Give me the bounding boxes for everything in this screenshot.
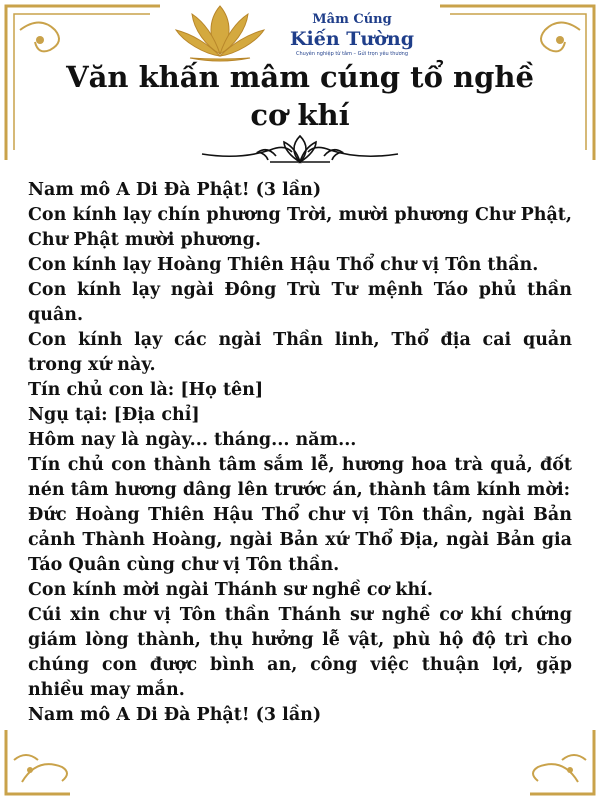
brand-logo — [170, 2, 420, 64]
prayer-line: Hôm nay là ngày... tháng... năm... — [28, 430, 357, 450]
prayer-line: Con kính lạy ngài Đông Trù Tư mệnh Táo phủ thần quân. — [28, 280, 572, 325]
page-title: Văn khấn mâm cúng tổ nghề cơ khí — [66, 60, 534, 132]
prayer-line: Cúi xin chư vị Tôn thần Thánh sư nghề cơ khí chứng giám lòng thành, thụ hưởng lễ vật, phù hộ độ trì cho chúng con được bình an, công việc thuận lợi, gặp nhiều may mắn. — [28, 605, 572, 700]
brand-line-1: Mâm Cúng — [312, 12, 392, 27]
prayer-text — [28, 178, 572, 728]
prayer-line: Nam mô A Di Đà Phật! (3 lần) — [28, 180, 322, 200]
prayer-line: Con kính lạy Hoàng Thiên Hậu Thổ chư vị Tôn thần. — [28, 255, 539, 275]
prayer-line: Con kính mời ngài Thánh sư nghề cơ khí. — [28, 580, 433, 600]
prayer-line: Tín chủ con là: [Họ tên] — [28, 380, 264, 400]
prayer-line: Ngụ tại: [Địa chỉ] — [28, 405, 200, 425]
prayer-line: Đức Hoàng Thiên Hậu Thổ chư vị Tôn thần, ngài Bản cảnh Thành Hoàng, ngài Bản xứ Thổ Địa, ngài Bản gia Táo Quân cùng chư vị Tôn thần. — [28, 505, 572, 575]
brand-name: Kiến Tường — [290, 28, 414, 50]
lotus-icon — [170, 2, 270, 64]
prayer-line: Nam mô A Di Đà Phật! (3 lần) — [28, 705, 322, 725]
prayer-line: Con kính lạy các ngài Thần linh, Thổ địa cai quản trong xứ này. — [28, 330, 572, 375]
ornament-icon — [200, 134, 400, 166]
brand-tagline: Chuyên nghiệp từ tâm – Gửi trọn yêu thương — [295, 51, 408, 57]
prayer-line: Con kính lạy chín phương Trời, mười phương Chư Phật, Chư Phật mười phương. — [28, 205, 572, 250]
prayer-line: Tín chủ con thành tâm sắm lễ, hương hoa trà quả, đốt nén tâm hương dâng lên trước án, thành tâm kính mời: — [28, 455, 572, 500]
